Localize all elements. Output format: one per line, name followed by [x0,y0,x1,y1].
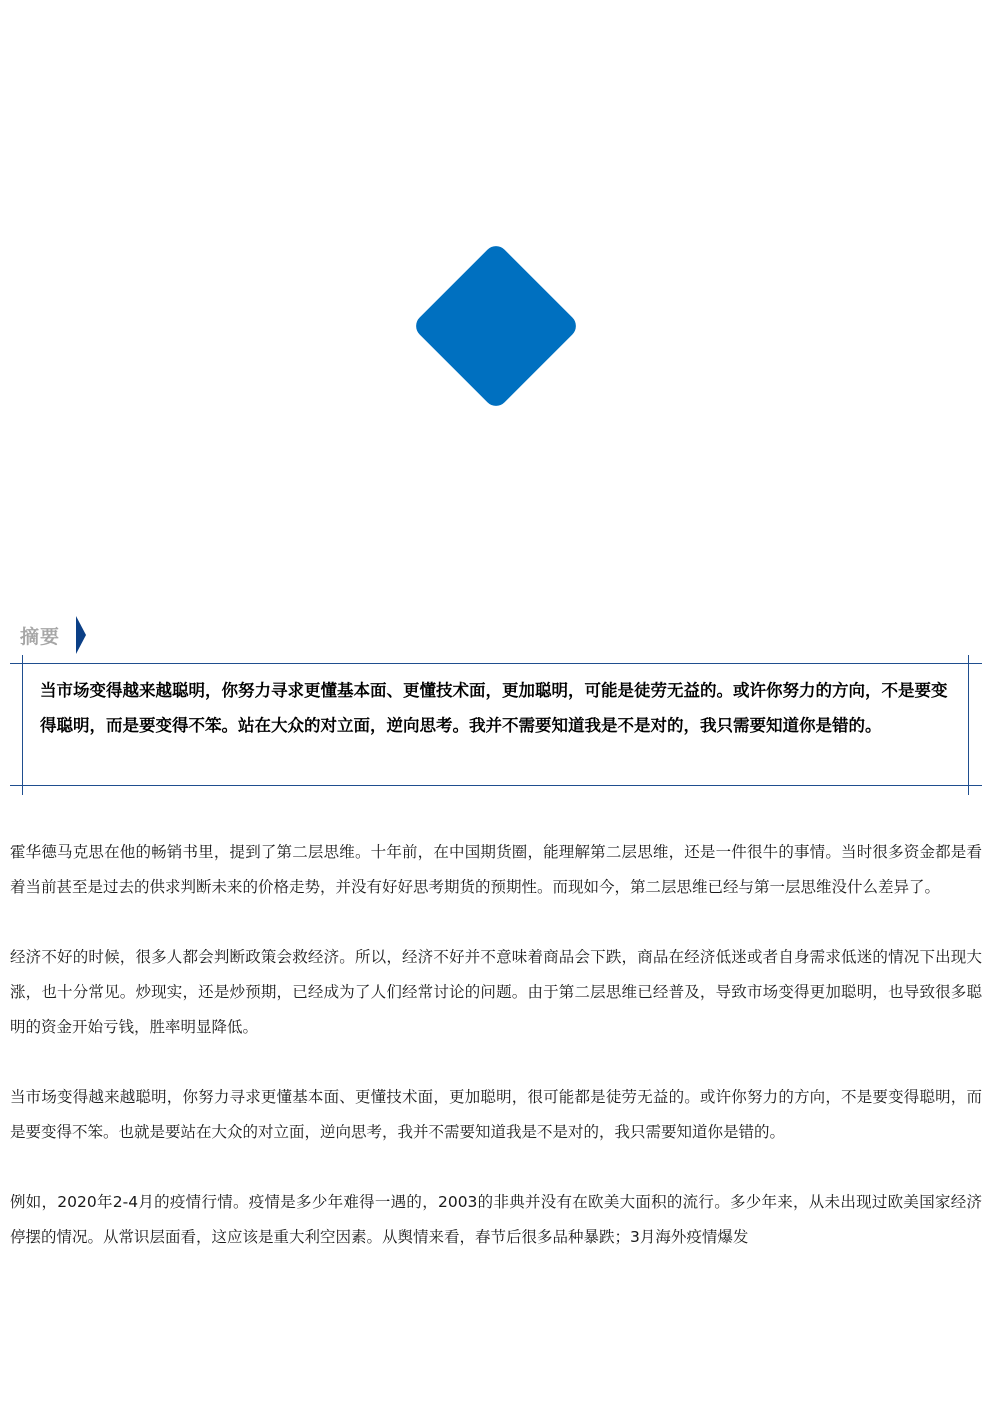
abstract-left-rule [22,655,23,795]
chevron-right-icon [76,616,86,654]
abstract-text: 当市场变得越来越聪明，你努力寻求更懂基本面、更懂技术面，更加聪明，可能是徒劳无益的。或许你努力的方向，不是要变得聪明，而是要变得不笨。站在大众的对立面，逆向思考。我并不需要知道我是不是对的，我只需要知道你是错的。 [40,681,948,735]
abstract-label: 摘要 [20,625,61,648]
abstract-bottom-rule [10,785,982,786]
paragraph-4: 例如，2020年2-4月的疫情行情。疫情是多少年难得一遇的，2003的非典并没有在欧美大面积的流行。多少年来，从未出现过欧美国家经济停摆的情况。从常识层面看，这应该是重大利空因素。从舆情来看，春节后很多品种暴跌；3月海外疫情爆发 [10,1193,982,1246]
abstract-right-rule [968,655,969,795]
abstract-top-rule [10,663,982,664]
diamond-logo-icon [411,241,581,411]
paragraph-1: 霍华德马克思在他的畅销书里，提到了第二层思维。十年前，在中国期货圈，能理解第二层思维，还是一件很牛的事情。当时很多资金都是看着当前甚至是过去的供求判断未来的价格走势，并没有好好思考期货的预期性。而现如今，第二层思维已经与第一层思维没什么差异了。 [10,843,982,896]
abstract-heading [20,616,86,654]
paragraph-3: 当市场变得越来越聪明，你努力寻求更懂基本面、更懂技术面，更加聪明，很可能都是徒劳无益的。或许你努力的方向，不是要变得聪明，而是要变得不笨。也就是要站在大众的对立面，逆向思考，我并不需要知道我是不是对的，我只需要知道你是错的。 [10,1088,982,1141]
paragraph-2: 经济不好的时候，很多人都会判断政策会救经济。所以，经济不好并不意味着商品会下跌，商品在经济低迷或者自身需求低迷的情况下出现大涨，也十分常见。炒现实，还是炒预期，已经成为了人们经常讨论的问题。由于第二层思维已经普及，导致市场变得更加聪明，也导致很多聪明的资金开始亏钱，胜率明显降低。 [10,948,982,1036]
article-body [10,835,982,1290]
